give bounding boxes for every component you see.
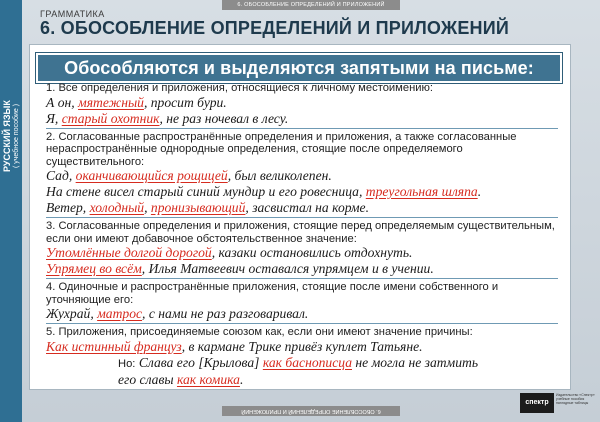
rule-5: 5. Приложения, присоединяемые союзом как, если они имеют значение причины:: [46, 326, 473, 338]
divider: [46, 323, 558, 324]
sidebar-label: [2, 56, 20, 216]
example-2b: На стене висел старый синий мундир и его ровесница, треугольная шляпа.: [46, 184, 482, 199]
example-2a: Сад, оканчивающийся рощицей, был великолепен.: [46, 168, 332, 183]
banner: Обособляются и выделяются запятыми на письме:: [36, 53, 562, 83]
rule-4: 4. Одиночные и распространённые приложения, стоящие после имени собственного и уточняющие его:: [46, 281, 499, 306]
example-5c: его славы как комика.: [118, 371, 244, 387]
example-1b: Я, старый охотник, не раз ночевал в лесу.: [46, 110, 289, 126]
sidebar-subtitle: ( учебное пособие ): [13, 103, 20, 169]
publisher-logo: спектр: [520, 393, 554, 413]
example-1a: А он, мятежный, просит бури.: [46, 94, 227, 110]
sidebar-subject: РУССКИЙ ЯЗЫК: [2, 100, 12, 172]
page-title: 6. ОБОСОБЛЕНИЕ ОПРЕДЕЛЕНИЙ И ПРИЛОЖЕНИЙ: [40, 18, 510, 38]
publisher-info: Издательство «Спектр» учебные пособия наглядные таблицы: [556, 393, 595, 405]
example-5a: Как истинный француз, в кармане Трике привёз куплет Татьяне.: [46, 338, 423, 354]
content: [46, 82, 558, 388]
example-4a: Жухрай, матрос, с нами не раз разговаривал.: [46, 306, 309, 321]
example-3b: Упрямец во всём, Илья Матвеевич оставался упрямцем и в учении.: [46, 261, 434, 276]
rule-3: 3. Согласованные определения и приложения, стоящие перед определяемым существительным, если они имеют добавочное обстоятельственное значение:: [46, 220, 555, 245]
rule-2: 2. Согласованные распространённые определения и приложения, а также согласованные нераспространённые однородные определения, стоящие после определяемого существительного:: [46, 130, 517, 168]
example-2c: Ветер, холодный, пронизывающий, засвистал на корме.: [46, 200, 369, 215]
divider: [46, 278, 558, 279]
divider: [46, 217, 558, 218]
section-label: ГРАММАТИКА: [40, 9, 105, 19]
bottom-strip: 6. ОБОСОБЛЕНИЕ ОПРЕДЕЛЕНИЙ И ПРИЛОЖЕНИЙ: [222, 406, 400, 416]
rule-1: 1. Все определения и приложения, относящиеся к личному местоимению:: [46, 82, 434, 94]
example-3a: Утомлённые долгой дорогой, казаки остановились отдохнуть.: [46, 245, 413, 260]
top-strip: 6. ОБОСОБЛЕНИЕ ОПРЕДЕЛЕНИЙ И ПРИЛОЖЕНИЙ: [222, 0, 400, 10]
sidebar: [0, 0, 22, 422]
divider: [46, 128, 558, 129]
example-5b: Но: Слава его [Крылова] как баснописца не могла не затмить: [118, 354, 479, 370]
